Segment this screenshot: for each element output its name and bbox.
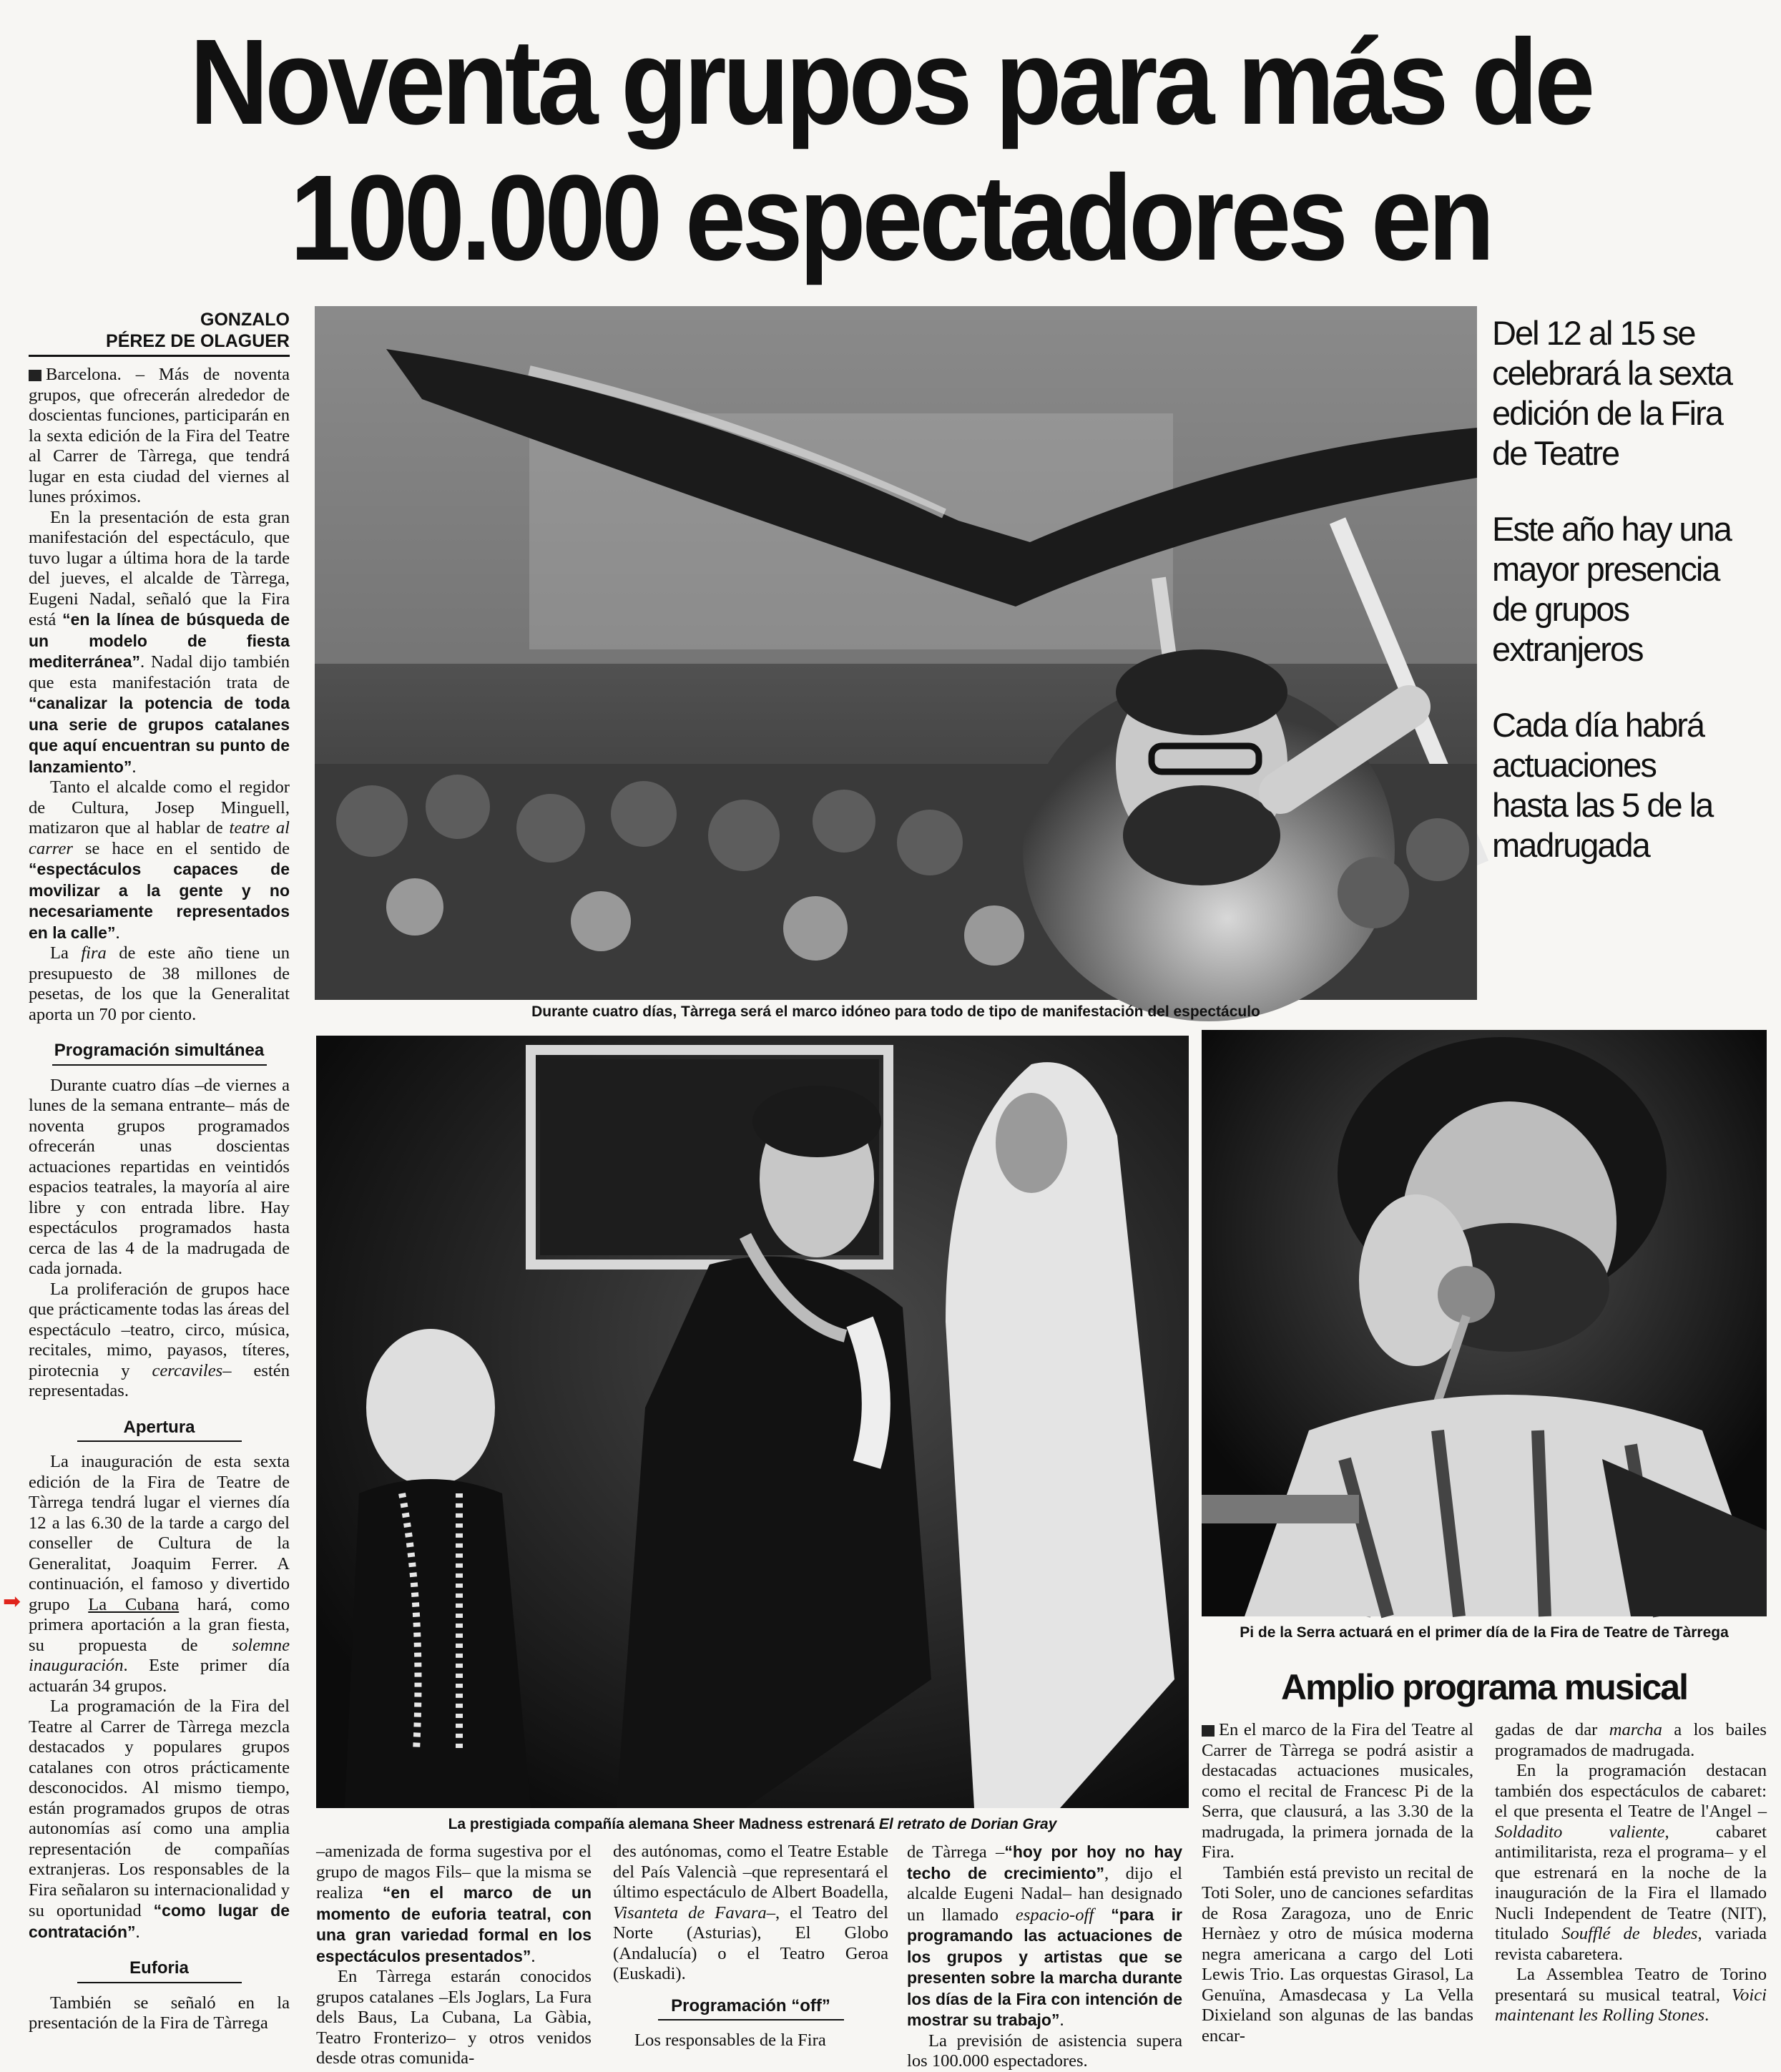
- article-column-bottom-2: [613, 1842, 888, 2056]
- paragraph-8: La programación de la Fira del Teatre al Carrer de Tàrrega mezcla destacados y populares grupos catalanes con otros prácticamente desconocidos. Al mismo tiempo, están programados grupos de otras autonomías así como una amplia representación de compañías extranjeras. Los responsables de la Fira señalaron su internacionalidad y su oportunidad “como lugar de contratación”.: [29, 1697, 290, 1942]
- byline-first-name: GONZALO: [200, 310, 290, 330]
- paragraph-bottom-1: –amenizada de forma sugestiva por el grupo de magos Fils– que la misma se realiza “en el marco de un momento de euforia teatral, con una gran variedad formal en los espectáculos presentados”.: [316, 1842, 592, 1966]
- article-column-left: [29, 365, 290, 2060]
- caption-right-photo: Pi de la Serra actuará en el primer día de la Fira de Teatre de Tàrrega: [1240, 1624, 1729, 1641]
- subhead-apertura: Apertura: [77, 1418, 242, 1443]
- paragraph-bottom-6: La previsión de asistencia supera los 100.000 espectadores.: [907, 2031, 1182, 2071]
- subhead-euforia: Euforia: [77, 1958, 242, 1983]
- highlight-dates: Del 12 al 15 se celebrará la sexta edición de la Fira de Teatre: [1492, 314, 1732, 472]
- photo-middle-illustration: [316, 1036, 1189, 1808]
- paragraph-7: La inauguración de esta sexta edición de la Fira de Teatre de Tàrrega tendrá lugar el viernes día 12 a las 6.30 de la tarde a cargo del conseller de Cultura de la Generalitat, Joaquim Ferrer. A continuación, el famoso y divertido grupo La Cubana hará, como primera aportación a la gran fiesta, su propuesta de solemne inauguración. Este primer día actuarán 34 grupos.: [29, 1452, 290, 1696]
- article-column-bottom-3: [907, 1842, 1183, 2071]
- paragraph-2: En la presentación de esta gran manifestación del espectáculo, que tuvo lugar a última hora de la tarde del jueves, el alcalde de Tàrrega, Eugeni Nadal, señaló que la Fira está “en la línea de búsqueda de un modelo de fiesta mediterránea”. Nadal dijo también que esta manifestación trata de “canalizar la potencia de toda una serie de grupos catalanes que aquí encuentran su punto de lanzamiento”.: [29, 507, 290, 777]
- subarticle-column-1: [1202, 1720, 1473, 2060]
- paragraph-3: Tanto el alcalde como el regidor de Cultura, Josep Minguell, matizaron que al hablar de teatre al carrer se hace en el sentido de “espectáculos capaces de movilizar a la gente y no necesariamente representados en la calle”.: [29, 777, 290, 943]
- article-column-bottom-1: [316, 1842, 592, 2068]
- caption-middle-photo: La prestigiada compañía alemana Sheer Madness estrenará El retrato de Dorian Gray: [448, 1816, 1057, 1832]
- paragraph-music-5: La Assemblea Teatro de Torino presentará su musical teatral, Voici maintenant les Rolling Stones.: [1495, 1965, 1767, 2025]
- paragraph-music-2: También está previsto un recital de Toti Soler, uno de canciones sefarditas de Rosa Zaragoza, uno de Enric Hernàez y otro de música moderna negra americana a cargo del Loti Lewis Trio. Las orquestas Girasol, La Genuïna, Amasdecasa y La Vella Dixieland son algunas de las bandas encar-: [1202, 1862, 1473, 2046]
- byline: [29, 309, 290, 357]
- headline-line-2: 100.000 espectadores en: [290, 150, 1491, 286]
- caption-top-photo: Durante cuatro días, Tàrrega será el marco idóneo para todo de tipo de manifestación del espectáculo: [531, 1003, 1260, 1020]
- highlight-foreign-groups: Este año hay una mayor presencia de grupos extranjeros: [1492, 510, 1731, 668]
- subhead-programacion: Programación simultánea: [52, 1041, 267, 1066]
- paragraph-bottom-3: des autónomas, como el Teatre Estable del País Valencià –que representará el último espectáculo de Albert Boadella, Visanteta de Favara–, el Teatro del Norte (Asturias), El Globo (Andalucía) o el Teatro Geroa (Euskadi).: [613, 1842, 889, 1983]
- photo-top-festival: [315, 306, 1477, 998]
- paragraph-6: La proliferación de grupos hace que prácticamente todas las áreas del espectáculo –teatro, circo, música, recitales, mimo, payasos, títeres, pirotecnia y cercaviles– estén representadas.: [29, 1279, 290, 1400]
- paragraph-music-4: En la programación destacan también dos espectáculos de cabaret: el que presenta el Teatre de l'Angel –Soldadito valiente, cabaret antimilitarista, reza el programa– y el que estrenará en la noche de la inauguración de la Fira el llamado Nucli Independent de Teatre (NIT), titulado Soufflé de bledes, variada revista cabaretera.: [1495, 1761, 1767, 1964]
- sidebar-highlights: [1492, 313, 1735, 901]
- headline-line-1: Noventa grupos para más de: [190, 14, 1591, 150]
- photo-top-illustration: [315, 306, 1477, 998]
- paragraph-4: La fira de este año tiene un presupuesto de 38 millones de pesetas, de los que la Generalitat aporta un 70 por ciento.: [29, 943, 290, 1024]
- photo-pi-de-la-serra: [1202, 1030, 1767, 1616]
- paragraph-bottom-4: Los responsables de la Fira: [634, 2031, 826, 2050]
- paragraph-5: Durante cuatro días –de viernes a lunes de la semana entrante– más de noventa grupos programados ofrecerán unas doscientas actuaciones repartidas en veintidós espacios teatrales, la mayoría al aire libre y con entrada libre. Hay espectáculos programados hasta cerca de las 4 de la madrugada de cada jornada.: [29, 1075, 290, 1278]
- byline-last-name: PÉREZ DE OLAGUER: [106, 331, 290, 351]
- photo-sheer-madness: [316, 1036, 1189, 1808]
- photo-right-illustration: [1202, 1030, 1767, 1616]
- paragraph-bottom-2: En Tàrrega estarán conocidos grupos catalanes –Els Joglars, La Fura dels Baus, La Cubana, La Gàbia, Teatro Fronterizo– y otros venidos desde otras comunida-: [316, 1967, 592, 2068]
- black-square-icon: [29, 370, 41, 381]
- red-arrow-icon: ➡: [3, 1589, 21, 1614]
- highlight-schedule: Cada día habrá actuaciones hasta las 5 de la madrugada: [1492, 706, 1713, 864]
- black-square-icon: [1202, 1725, 1215, 1737]
- paragraph-music-3: gadas de dar marcha a los bailes programados de madrugada.: [1495, 1720, 1767, 1760]
- paragraph-lead: Barcelona. – Más de noventa grupos, que ofrecerán alrededor de doscientas funciones, participarán en la sexta edición de la Fira del Teatre al Carrer de Tàrrega, que tendrá lugar en esta ciudad del viernes al lunes próximos.: [29, 365, 290, 506]
- subarticle-column-2: [1495, 1720, 1767, 2060]
- paragraph-music-1: En el marco de la Fira del Teatre al Carrer de Tàrrega se podrá asistir a destacadas actuaciones musicales, como el recital de Francesc Pi de la Serra, que clausurá, a las 3.30 de la madrugada, la primera jornada de la Fira.: [1202, 1720, 1473, 1862]
- paragraph-bottom-5: de Tàrrega –“hoy por hoy no hay techo de crecimiento”, dijo el alcalde Eugeni Nadal– han designado un llamado espacio-off “para ir programando las actuaciones de los grupos y artistas que se presenten sobre la marcha durante los días de la Fira con intención de mostrar su trabajo”.: [907, 1842, 1183, 2030]
- subarticle-title: Amplio programa musical: [1280, 1667, 1688, 1707]
- paragraph-9: También se señaló en la presentación de la Fira de Tàrrega: [29, 1993, 290, 2033]
- subhead-programacion-off: Programación “off”: [658, 1996, 844, 2021]
